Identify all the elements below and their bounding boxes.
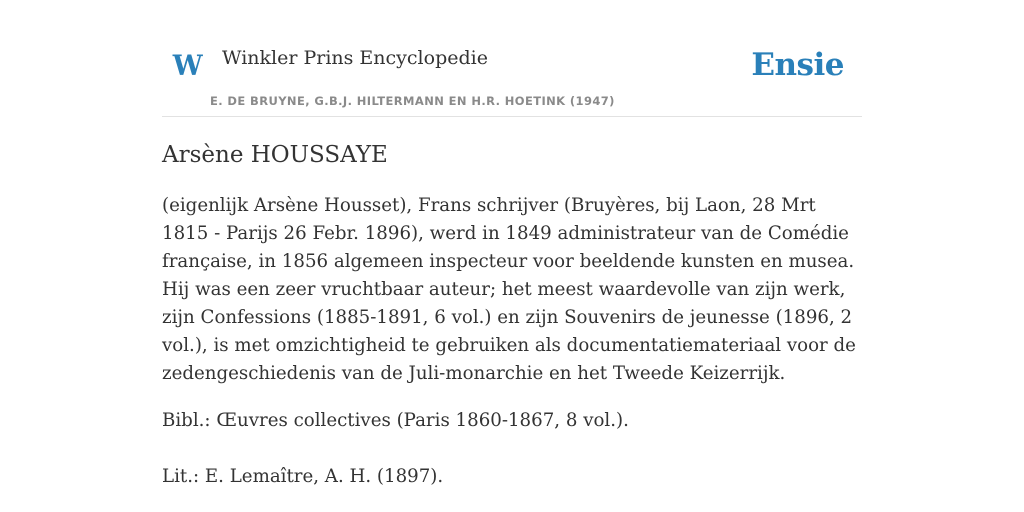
page-container: [162, 0, 862, 487]
article-body: (eigenlijk Arsène Housset), Frans schrijver (Bruyères, bij Laon, 28 Mrt 1815 - Parijs 26 Febr. 1896), werd in 1849 administrateur van de Comédie française, in 1856 algemeen inspecteur voor beeldende kunsten en musea. Hij was een zeer vruchtbaar auteur; het meest waardevolle van zijn werk, zijn Confessions (1885-1891, 6 vol.) en zijn Souvenirs de jeunesse (1896, 2 vol.), is met omzichtigheid te gebruiken als documentatiemateriaal voor de zedengeschiedenis van de Juli-monarchie en het Tweede Keizerrijk.: [162, 195, 856, 384]
article-headword: Arsène HOUSSAYE: [162, 142, 388, 168]
site-header: [162, 0, 862, 117]
winkler-prins-logo-icon[interactable]: W: [172, 49, 203, 82]
edition-subtitle: E. DE BRUYNE, G.B.J. HILTERMANN EN H.R. HOETINK (1947): [210, 94, 615, 108]
article-literature: Lit.: E. Lemaître, A. H. (1897).: [162, 466, 444, 487]
site-title[interactable]: Winkler Prins Encyclopedie: [222, 47, 488, 69]
ensie-brand-logo[interactable]: Ensie: [751, 47, 844, 83]
article-bibliography: Bibl.: Œuvres collectives (Paris 1860-1867, 8 vol.).: [162, 410, 629, 431]
